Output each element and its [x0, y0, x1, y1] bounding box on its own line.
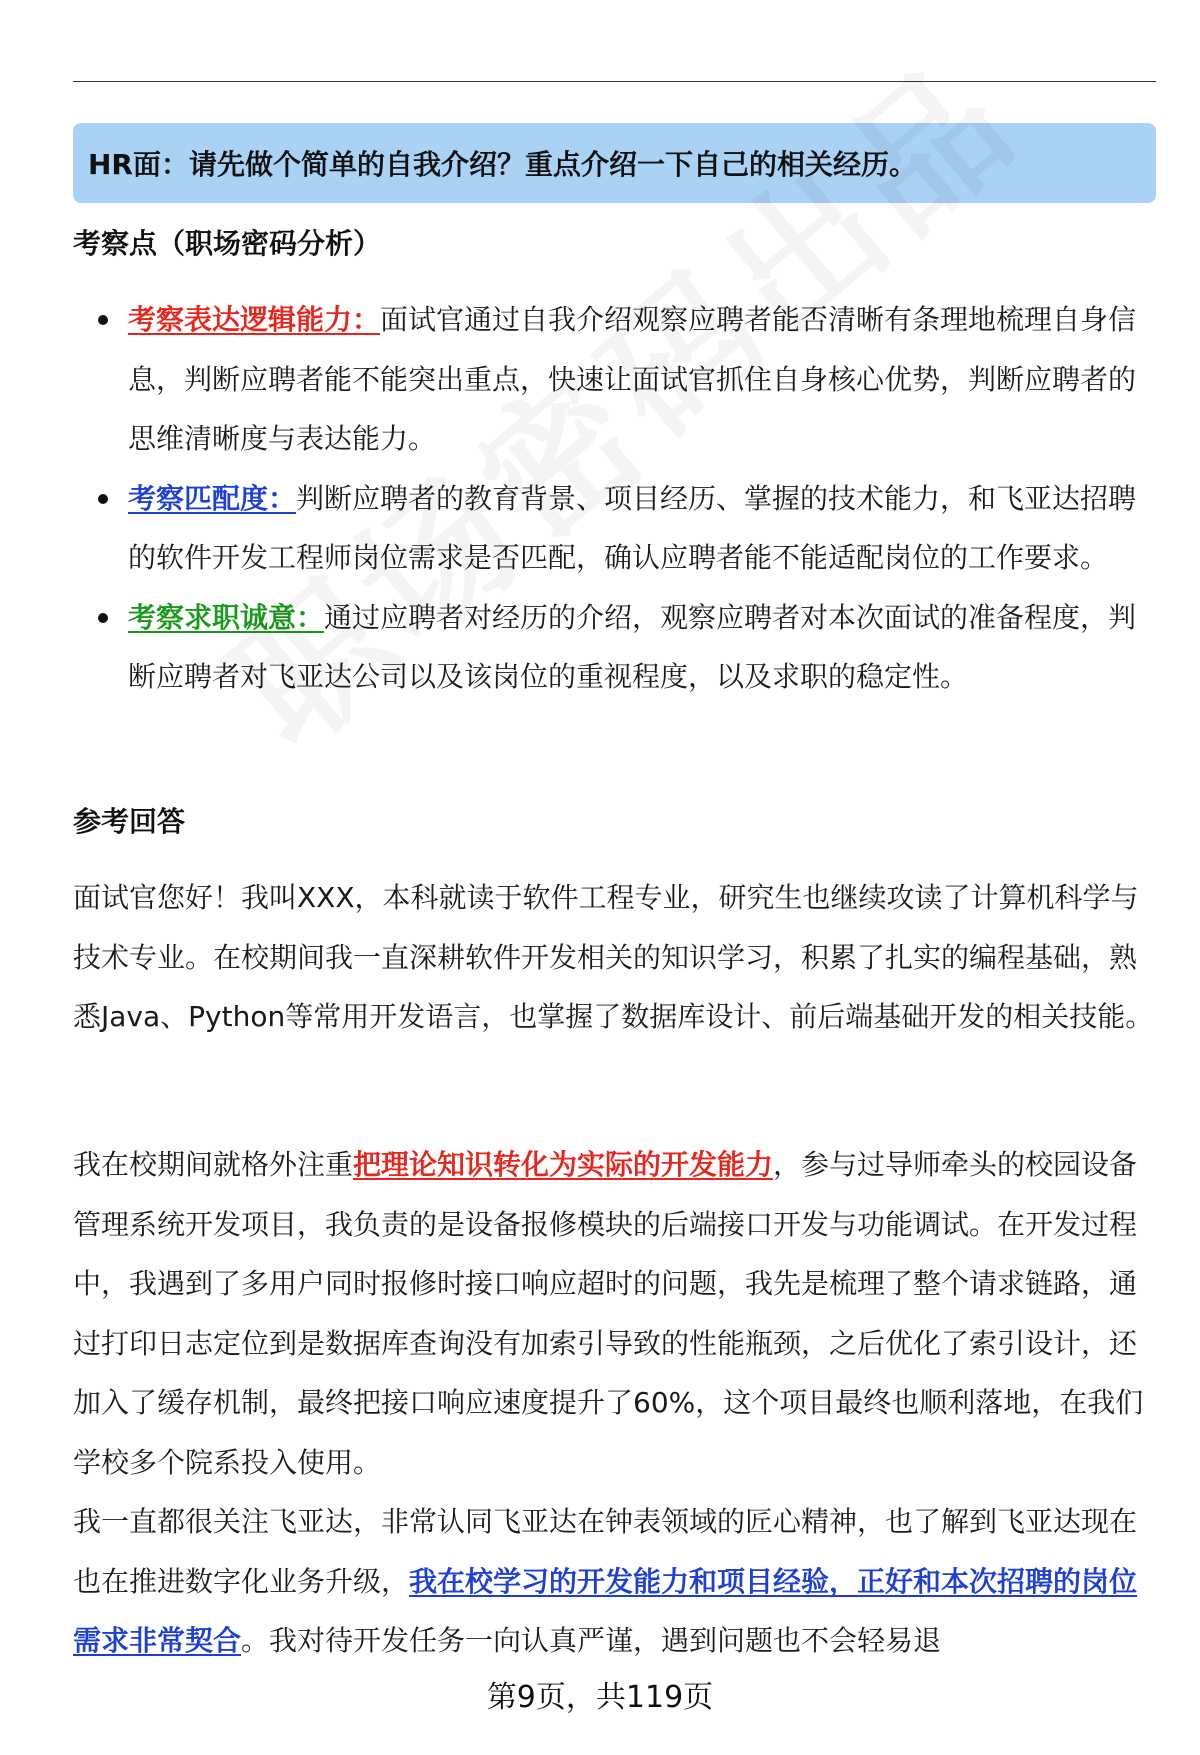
answer-paragraph-2: [73, 1135, 1156, 1492]
para3-text-after: 。我对待开发任务一向认真严谨，遇到问题也不会轻易退: [241, 1624, 942, 1657]
list-item: [73, 469, 1156, 588]
list-item: [73, 290, 1156, 469]
question-text: HR面：请先做个简单的自我介绍？重点介绍一下自己的相关经历。: [88, 148, 917, 181]
point-text: 通过应聘者对经历的介绍，观察应聘者对本次面试的准备程度，判断应聘者对飞亚达公司以及该岗位的重视程度，以及求职的稳定性。: [128, 600, 1137, 693]
section-heading-answer: 参考回答: [73, 805, 186, 838]
list-item: [73, 588, 1156, 707]
point-text: 面试官通过自我介绍观察应聘者能否清晰有条理地梳理自身信息，判断应聘者能不能突出重点，快速让面试官抓住自身核心优势，判断应聘者的思维清晰度与表达能力。: [128, 303, 1137, 455]
points-list: [73, 290, 1156, 707]
bullet-dot-icon: [98, 315, 108, 325]
answer-paragraph-1: 面试官您好！我叫XXX，本科就读于软件工程专业，研究生也继续攻读了计算机科学与技术专业。在校期间我一直深耕软件开发相关的知识学习，积累了扎实的编程基础，熟悉Java、Python等常用开发语言，也掌握了数据库设计、前后端基础开发的相关技能。: [73, 881, 1154, 1033]
point-label: 考察表达逻辑能力：: [128, 303, 381, 336]
para3-highlight: 我在校学习的开发能力和项目经验，正好和本次招聘的岗位需求非常契合: [73, 1564, 1138, 1657]
top-divider: [73, 81, 1156, 82]
section-heading-points: 考察点（职场密码分析）: [73, 227, 382, 260]
para2-highlight: 把理论知识转化为实际的开发能力: [353, 1148, 774, 1181]
bullet-dot-icon: [98, 494, 108, 504]
point-label: 考察求职诚意：: [128, 600, 325, 634]
answer-paragraph-3: [73, 1492, 1156, 1671]
page-footer: 第9页，共119页: [486, 1680, 714, 1715]
bullet-dot-icon: [98, 613, 108, 623]
point-label: 考察匹配度：: [128, 481, 297, 515]
point-text: 判断应聘者的教育背景、项目经历、掌握的技术能力，和飞亚达招聘的软件开发工程师岗位需求是否匹配，确认应聘者能不能适配岗位的工作要求。: [128, 481, 1137, 574]
para2-text-after: ，参与过导师牵头的校园设备管理系统开发项目，我负责的是设备报修模块的后端接口开发与功能调试。在开发过程中，我遇到了多用户同时报修时接口响应超时的问题，我先是梳理了整个请求链路，通过打印日志定位到是数据库查询没有加索引导致的性能瓶颈，之后优化了索引设计，还加入了缓存机制，最终把接口响应速度提升了60%，这个项目最终也顺利落地，在我们学校多个院系投入使用。: [73, 1148, 1144, 1479]
para3-text-before: 我一直都很关注飞亚达，非常认同飞亚达在钟表领域的匠心精神，也了解到飞亚达现在也在推进数字化业务升级，: [73, 1505, 1138, 1598]
question-banner: [73, 123, 1156, 203]
para2-text-before: 我在校期间就格外注重: [73, 1148, 354, 1181]
